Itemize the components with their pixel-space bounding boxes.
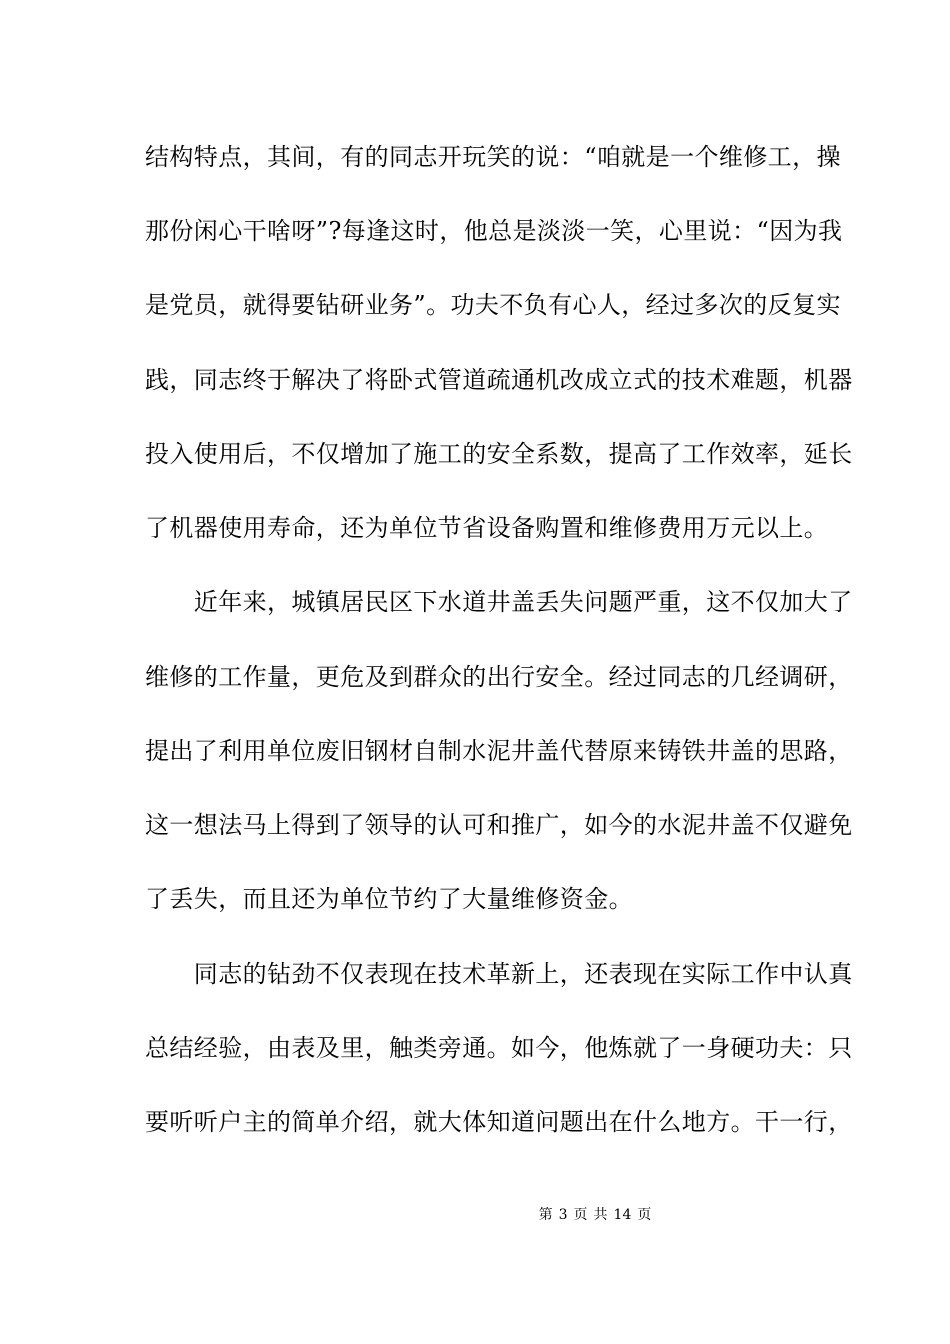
page-prefix: 第 xyxy=(538,1207,553,1223)
text-line: 了丢失，而且还为单位节约了大量维修资金。 xyxy=(145,885,633,913)
page-number-indicator xyxy=(536,1206,655,1224)
text-line: 了机器使用寿命，还为单位节省设备购置和维修费用万元以上。 xyxy=(145,514,829,542)
total-unit: 页 xyxy=(637,1207,652,1223)
text-line: 维修的工作量，更危及到群众的出行安全。经过同志的几经调研， xyxy=(145,663,853,691)
text-line: 那份闲心干啥呀”?每逢这时，他总是淡淡一笑，心里说：“因为我 xyxy=(145,217,843,245)
text-line: 近年来，城镇居民区下水道井盖丢失问题严重，这不仅加大了 xyxy=(145,588,853,616)
text-line: 要听听户主的简单介绍，就大体知道问题出在什么地方。干一行， xyxy=(145,1108,853,1136)
page-footer xyxy=(0,1206,950,1224)
total-prefix: 共 xyxy=(593,1207,608,1223)
total-pages: 14 xyxy=(613,1207,632,1223)
text-line: 是党员，就得要钻研业务”。功夫不负有心人，经过多次的反复实 xyxy=(145,291,841,319)
page-number: 3 xyxy=(558,1207,568,1223)
text-line: 提出了利用单位废旧钢材自制水泥井盖代替原来铸铁井盖的思路， xyxy=(145,737,853,765)
text-line: 同志的钻劲不仅表现在技术革新上，还表现在实际工作中认真 xyxy=(145,960,853,988)
text-line: 这一想法马上得到了领导的认可和推广，如今的水泥井盖不仅避免 xyxy=(145,811,853,839)
text-line: 践，同志终于解决了将卧式管道疏通机改成立式的技术难题，机器 xyxy=(145,366,853,394)
page-unit: 页 xyxy=(573,1207,588,1223)
text-line: 投入使用后，不仅增加了施工的安全系数，提高了工作效率，延长 xyxy=(145,440,853,468)
text-line: 总结经验，由表及里，触类旁通。如今，他炼就了一身硬功夫：只 xyxy=(145,1034,853,1062)
text-line: 结构特点，其间，有的同志开玩笑的说：“咱就是一个维修工，操 xyxy=(145,143,841,171)
